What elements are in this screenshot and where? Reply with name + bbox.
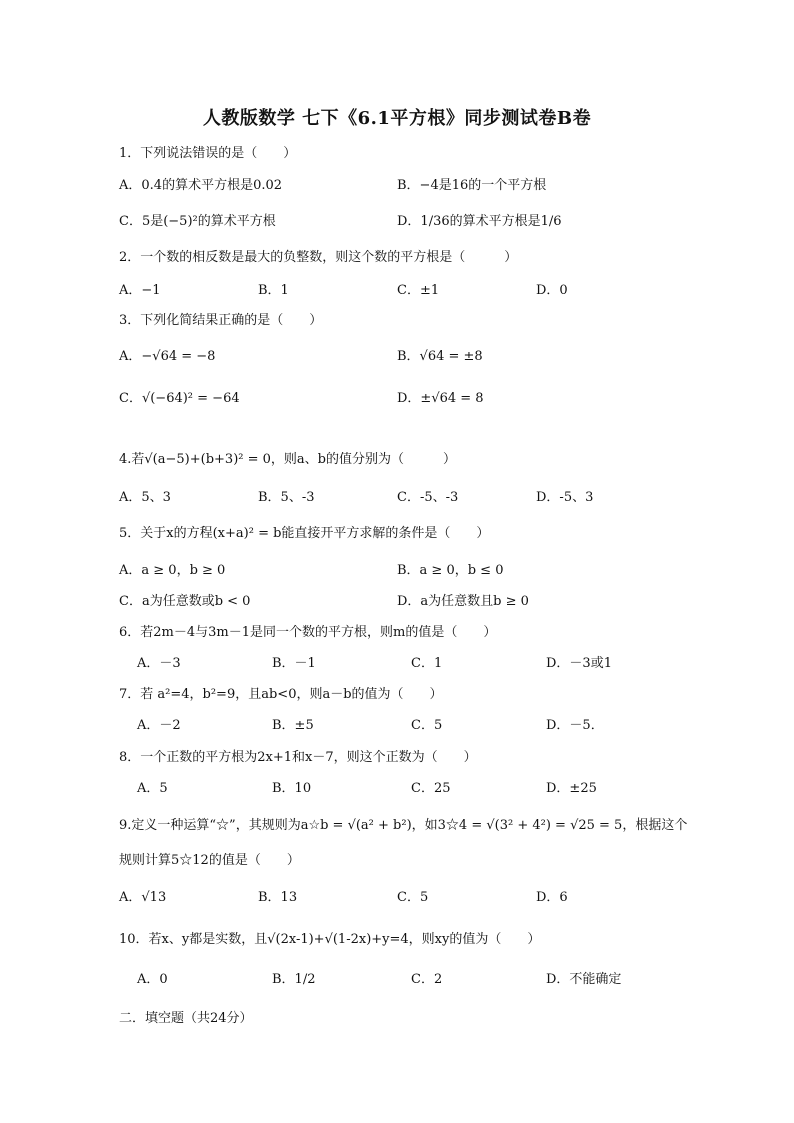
question-10-option-d: D．不能确定: [546, 972, 622, 987]
question-3-option-b: B．√64 = ±8: [397, 349, 483, 364]
question-9-option-a: A．√13: [119, 890, 167, 905]
question-3-stem: 3．下列化简结果正确的是（ ）: [119, 313, 323, 328]
question-7-option-c: C．5: [411, 718, 443, 733]
question-2-option-a: A．−1: [119, 283, 161, 298]
question-5-option-d: D．a为任意数且b ≥ 0: [397, 594, 529, 609]
question-6-stem: 6．若2m－4与3m－1是同一个数的平方根，则m的值是（ ）: [119, 625, 497, 640]
question-2-option-d: D．0: [536, 283, 568, 298]
question-5-option-c: C．a为任意数或b < 0: [119, 594, 251, 609]
question-10-option-c: C．2: [411, 972, 443, 987]
question-10-option-a: A．0: [137, 972, 168, 987]
question-8-stem: 8．一个正数的平方根为2x+1和x－7，则这个正数为（ ）: [119, 750, 477, 765]
question-10-option-b: B．1/2: [272, 972, 316, 987]
question-4-option-b: B．5、-3: [258, 490, 315, 505]
question-4-stem: 4.若√(a−5)+(b+3)² = 0，则a、b的值分别为（ ）: [119, 452, 456, 467]
question-4-option-c: C．-5、-3: [397, 490, 459, 505]
question-3-option-a: A．−√64 = −8: [119, 349, 216, 364]
question-9-option-c: C．5: [397, 890, 429, 905]
question-1-option-c: C．5是(−5)²的算术平方根: [119, 214, 276, 229]
question-9-stem-continued: 规则计算5☆12的值是（ ）: [119, 853, 300, 868]
question-1-stem: 1．下列说法错误的是（ ）: [119, 146, 297, 161]
question-7-option-b: B．±5: [272, 718, 314, 733]
question-9-stem: 9.定义一种运算“☆”，其规则为a☆b = √(a² + b²)，如3☆4 = √(3² + 4²) = √25 = 5，根据这个: [119, 818, 688, 833]
question-6-option-c: C．1: [411, 656, 443, 671]
page-title: 人教版数学 七下《6.1平方根》同步测试卷B卷: [202, 108, 592, 129]
question-7-stem: 7．若 a²=4，b²=9，且ab<0，则a－b的值为（ ）: [119, 687, 443, 702]
question-6-option-d: D．－3或1: [546, 656, 612, 671]
question-9-option-b: B．13: [258, 890, 298, 905]
question-7-option-a: A．－2: [137, 718, 181, 733]
question-4-option-d: D．-5、3: [536, 490, 594, 505]
question-8-option-d: D．±25: [546, 781, 597, 796]
question-1-option-b: B．−4是16的一个平方根: [397, 178, 547, 193]
question-2-option-c: C．±1: [397, 283, 440, 298]
question-5-option-a: A．a ≥ 0，b ≥ 0: [119, 563, 226, 578]
question-3-option-c: C．√(−64)² = −64: [119, 391, 240, 406]
question-2-stem: 2．一个数的相反数是最大的负整数，则这个数的平方根是（ ）: [119, 250, 518, 265]
question-3-option-d: D．±√64 = 8: [397, 391, 484, 406]
question-7-option-d: D．－5．: [546, 718, 604, 733]
question-8-option-c: C．25: [411, 781, 451, 796]
question-8-option-a: A．5: [137, 781, 168, 796]
question-1-option-d: D．1/36的算术平方根是1/6: [397, 214, 562, 229]
question-10-stem: 10．若x、y都是实数，且√(2x-1)+√(1-2x)+y=4，则xy的值为（ ）: [119, 932, 541, 947]
question-6-option-b: B．－1: [272, 656, 316, 671]
question-8-option-b: B．10: [272, 781, 312, 796]
question-5-stem: 5．关于x的方程(x+a)² = b能直接开平方求解的条件是（ ）: [119, 526, 490, 541]
question-4-option-a: A．5、3: [119, 490, 171, 505]
question-2-option-b: B．1: [258, 283, 289, 298]
question-5-option-b: B．a ≥ 0，b ≤ 0: [397, 563, 504, 578]
section-2-heading: 二．填空题（共24分）: [119, 1011, 253, 1026]
question-6-option-a: A．－3: [137, 656, 181, 671]
question-9-option-d: D．6: [536, 890, 568, 905]
question-1-option-a: A．0.4的算术平方根是0.02: [119, 178, 283, 193]
